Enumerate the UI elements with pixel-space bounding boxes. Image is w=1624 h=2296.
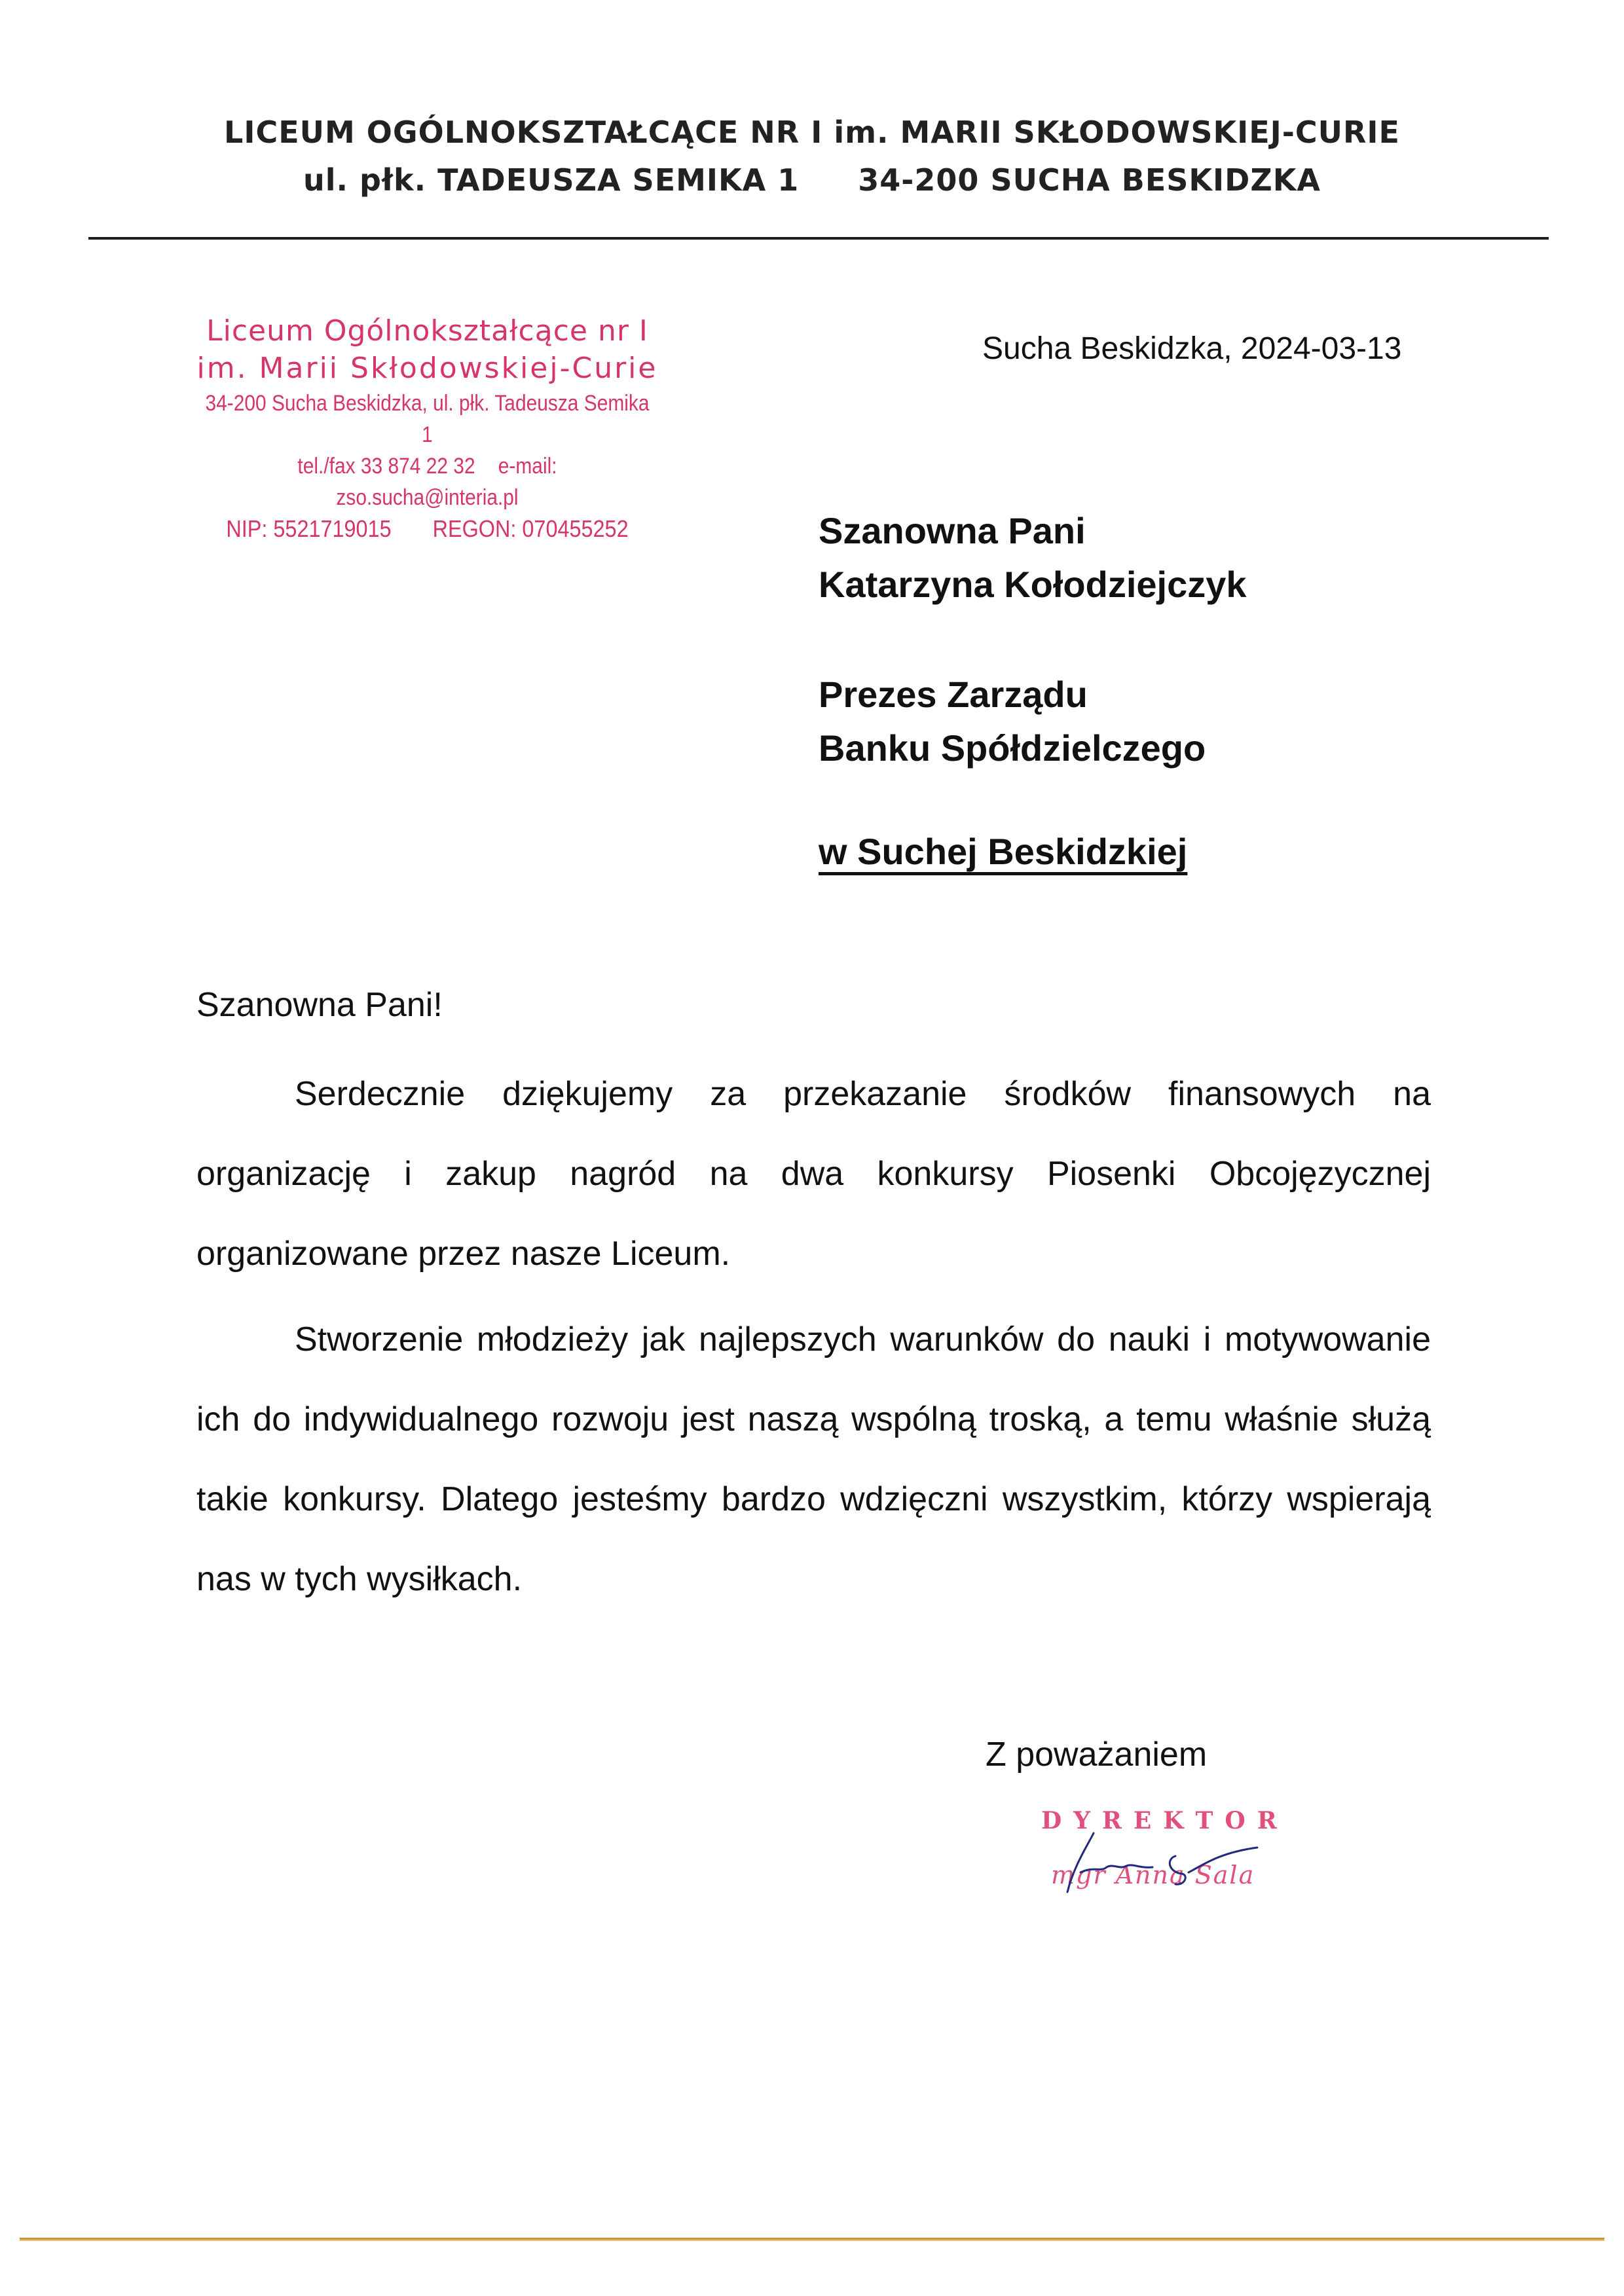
stamp-phone: tel./fax 33 874 22 32 bbox=[297, 454, 475, 479]
handwritten-signature bbox=[1061, 1827, 1270, 1899]
signature-stamp-name: mgr Anna Sala bbox=[1051, 1861, 1255, 1889]
recipient-block bbox=[819, 504, 1247, 611]
stamp-contact bbox=[204, 450, 651, 513]
recipient-position: Prezes Zarządu bbox=[819, 674, 1088, 715]
recipient-name: Katarzyna Kołodziejczyk bbox=[819, 564, 1247, 605]
recipient-organization bbox=[819, 668, 1206, 775]
stamp-regon: REGON: 070455252 bbox=[432, 515, 629, 542]
stamp-name-line1: Liceum Ogólnokształcące nr I bbox=[206, 314, 648, 348]
letterhead-address bbox=[0, 162, 1624, 198]
stamp-nip: NIP: 5521719015 bbox=[226, 515, 392, 542]
stamp-ids bbox=[199, 513, 656, 545]
letterhead-school-name: LICEUM OGÓLNOKSZTAŁCĄCE NR I im. MARII SKŁODOWSKIEJ-CURIE bbox=[224, 115, 1400, 150]
date-line: Sucha Beskidzka, 2024-03-13 bbox=[982, 331, 1402, 366]
stamp-email: e-mail: zso.sucha@interia.pl bbox=[336, 454, 557, 510]
header-divider bbox=[88, 237, 1549, 240]
letter-paragraph-2: Stworzenie młodzieży jak najlepszych warunków do nauki i motywowanie ich do indywidualnego rozwoju jest naszą wspólną troską, a temu właśnie służą takie konkursy. Dlatego jesteśmy bardzo wdzięczni wszystkim, którzy wspierają nas w tych wysiłkach. bbox=[196, 1321, 1431, 1598]
stamp-address: 34-200 Sucha Beskidzka, ul. płk. Tadeusza Semika 1 bbox=[205, 391, 650, 447]
stamp-name-line2: im. Marii Skłodowskiej-Curie bbox=[196, 352, 658, 385]
recipient-institution: Banku Spółdzielczego bbox=[819, 727, 1206, 769]
letter-greeting: Szanowna Pani! bbox=[196, 986, 443, 1024]
letterhead-street: ul. płk. TADEUSZA SEMIKA 1 bbox=[303, 162, 800, 198]
letterhead-city: 34-200 SUCHA BESKIDZKA bbox=[858, 162, 1321, 198]
school-stamp bbox=[174, 313, 681, 545]
recipient-salutation: Szanowna Pani bbox=[819, 510, 1086, 551]
letter-paragraph-1: Serdecznie dziękujemy za przekazanie środków finansowych na organizację i zakup nagród na dwa konkursy Piosenki Obcojęzycznej organizowane przez nasze Liceum. bbox=[196, 1075, 1431, 1273]
signature-stamp-title: DYREKTOR bbox=[1041, 1807, 1289, 1834]
recipient-location: w Suchej Beskidzkiej bbox=[819, 831, 1188, 872]
footer-divider bbox=[20, 2238, 1604, 2241]
letter-closing: Z poważaniem bbox=[986, 1736, 1208, 1774]
